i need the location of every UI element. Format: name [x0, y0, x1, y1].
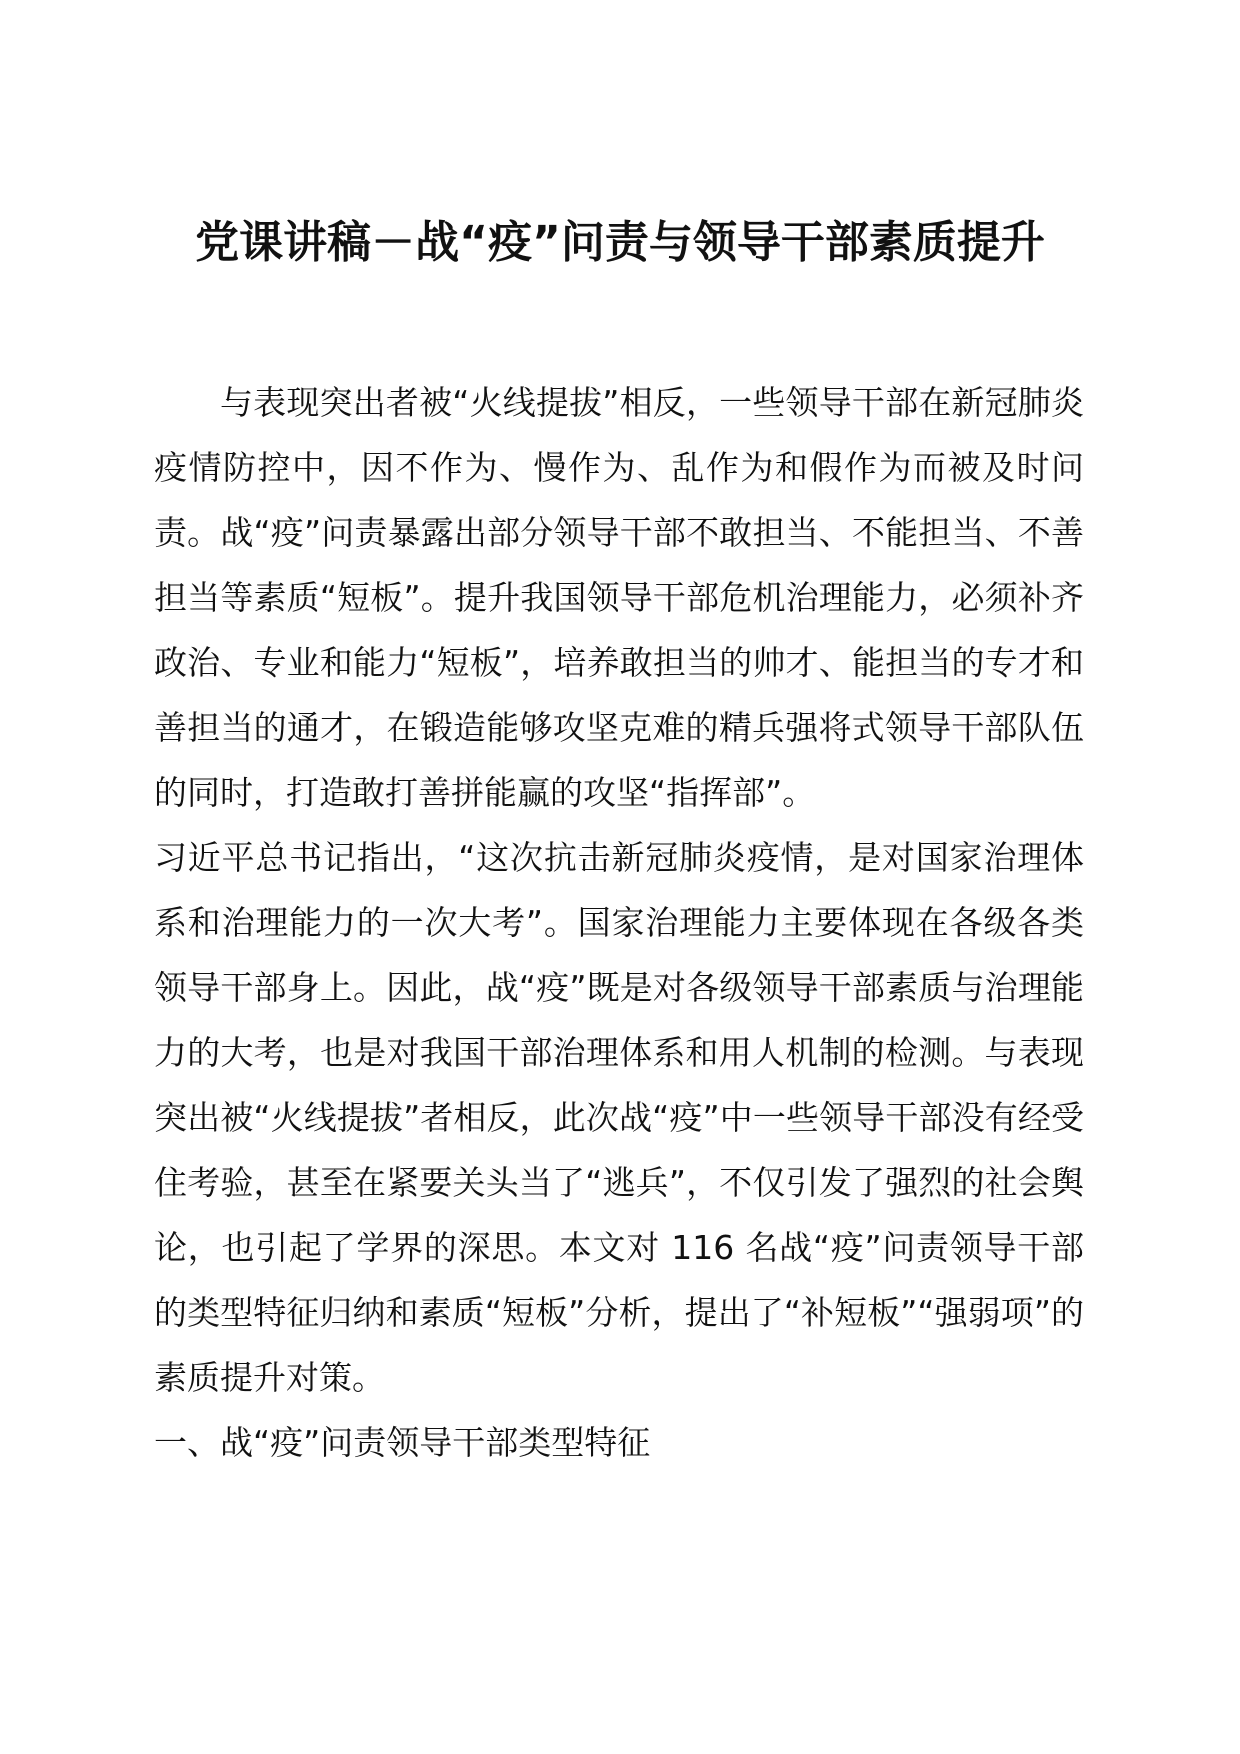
document-body: [154, 370, 1084, 1475]
document-title: 党课讲稿－战“疫”问责与领导干部素质提升: [195, 217, 1045, 268]
section-heading-1: 一、战“疫”问责领导干部类型特征: [154, 1423, 651, 1462]
paragraph-intro: 与表现突出者被“火线提拔”相反，一些领导干部在新冠肺炎疫情防控中，因不作为、慢作为、乱作为和假作为而被及时问责。战“疫”问责暴露出部分领导干部不敢担当、不能担当、不善担当等素质“短板”。提升我国领导干部危机治理能力，必须补齐政治、专业和能力“短板”，培养敢担当的帅才、能担当的专才和善担当的通才，在锻造能够攻坚克难的精兵强将式领导干部队伍的同时，打造敢打善拼能赢的攻坚“指挥部”。: [154, 383, 1084, 812]
paragraph-main: 习近平总书记指出，“这次抗击新冠肺炎疫情，是对国家治理体系和治理能力的一次大考”。国家治理能力主要体现在各级各类领导干部身上。因此，战“疫”既是对各级领导干部素质与治理能力的大考，也是对我国干部治理体系和用人机制的检测。与表现突出被“火线提拔”者相反，此次战“疫”中一些领导干部没有经受住考验，甚至在紧要关头当了“逃兵”，不仅引发了强烈的社会舆论，也引起了学界的深思。本文对 116 名战“疫”问责领导干部的类型特征归纳和素质“短板”分析，提出了“补短板”“强弱项”的素质提升对策。: [154, 838, 1084, 1397]
